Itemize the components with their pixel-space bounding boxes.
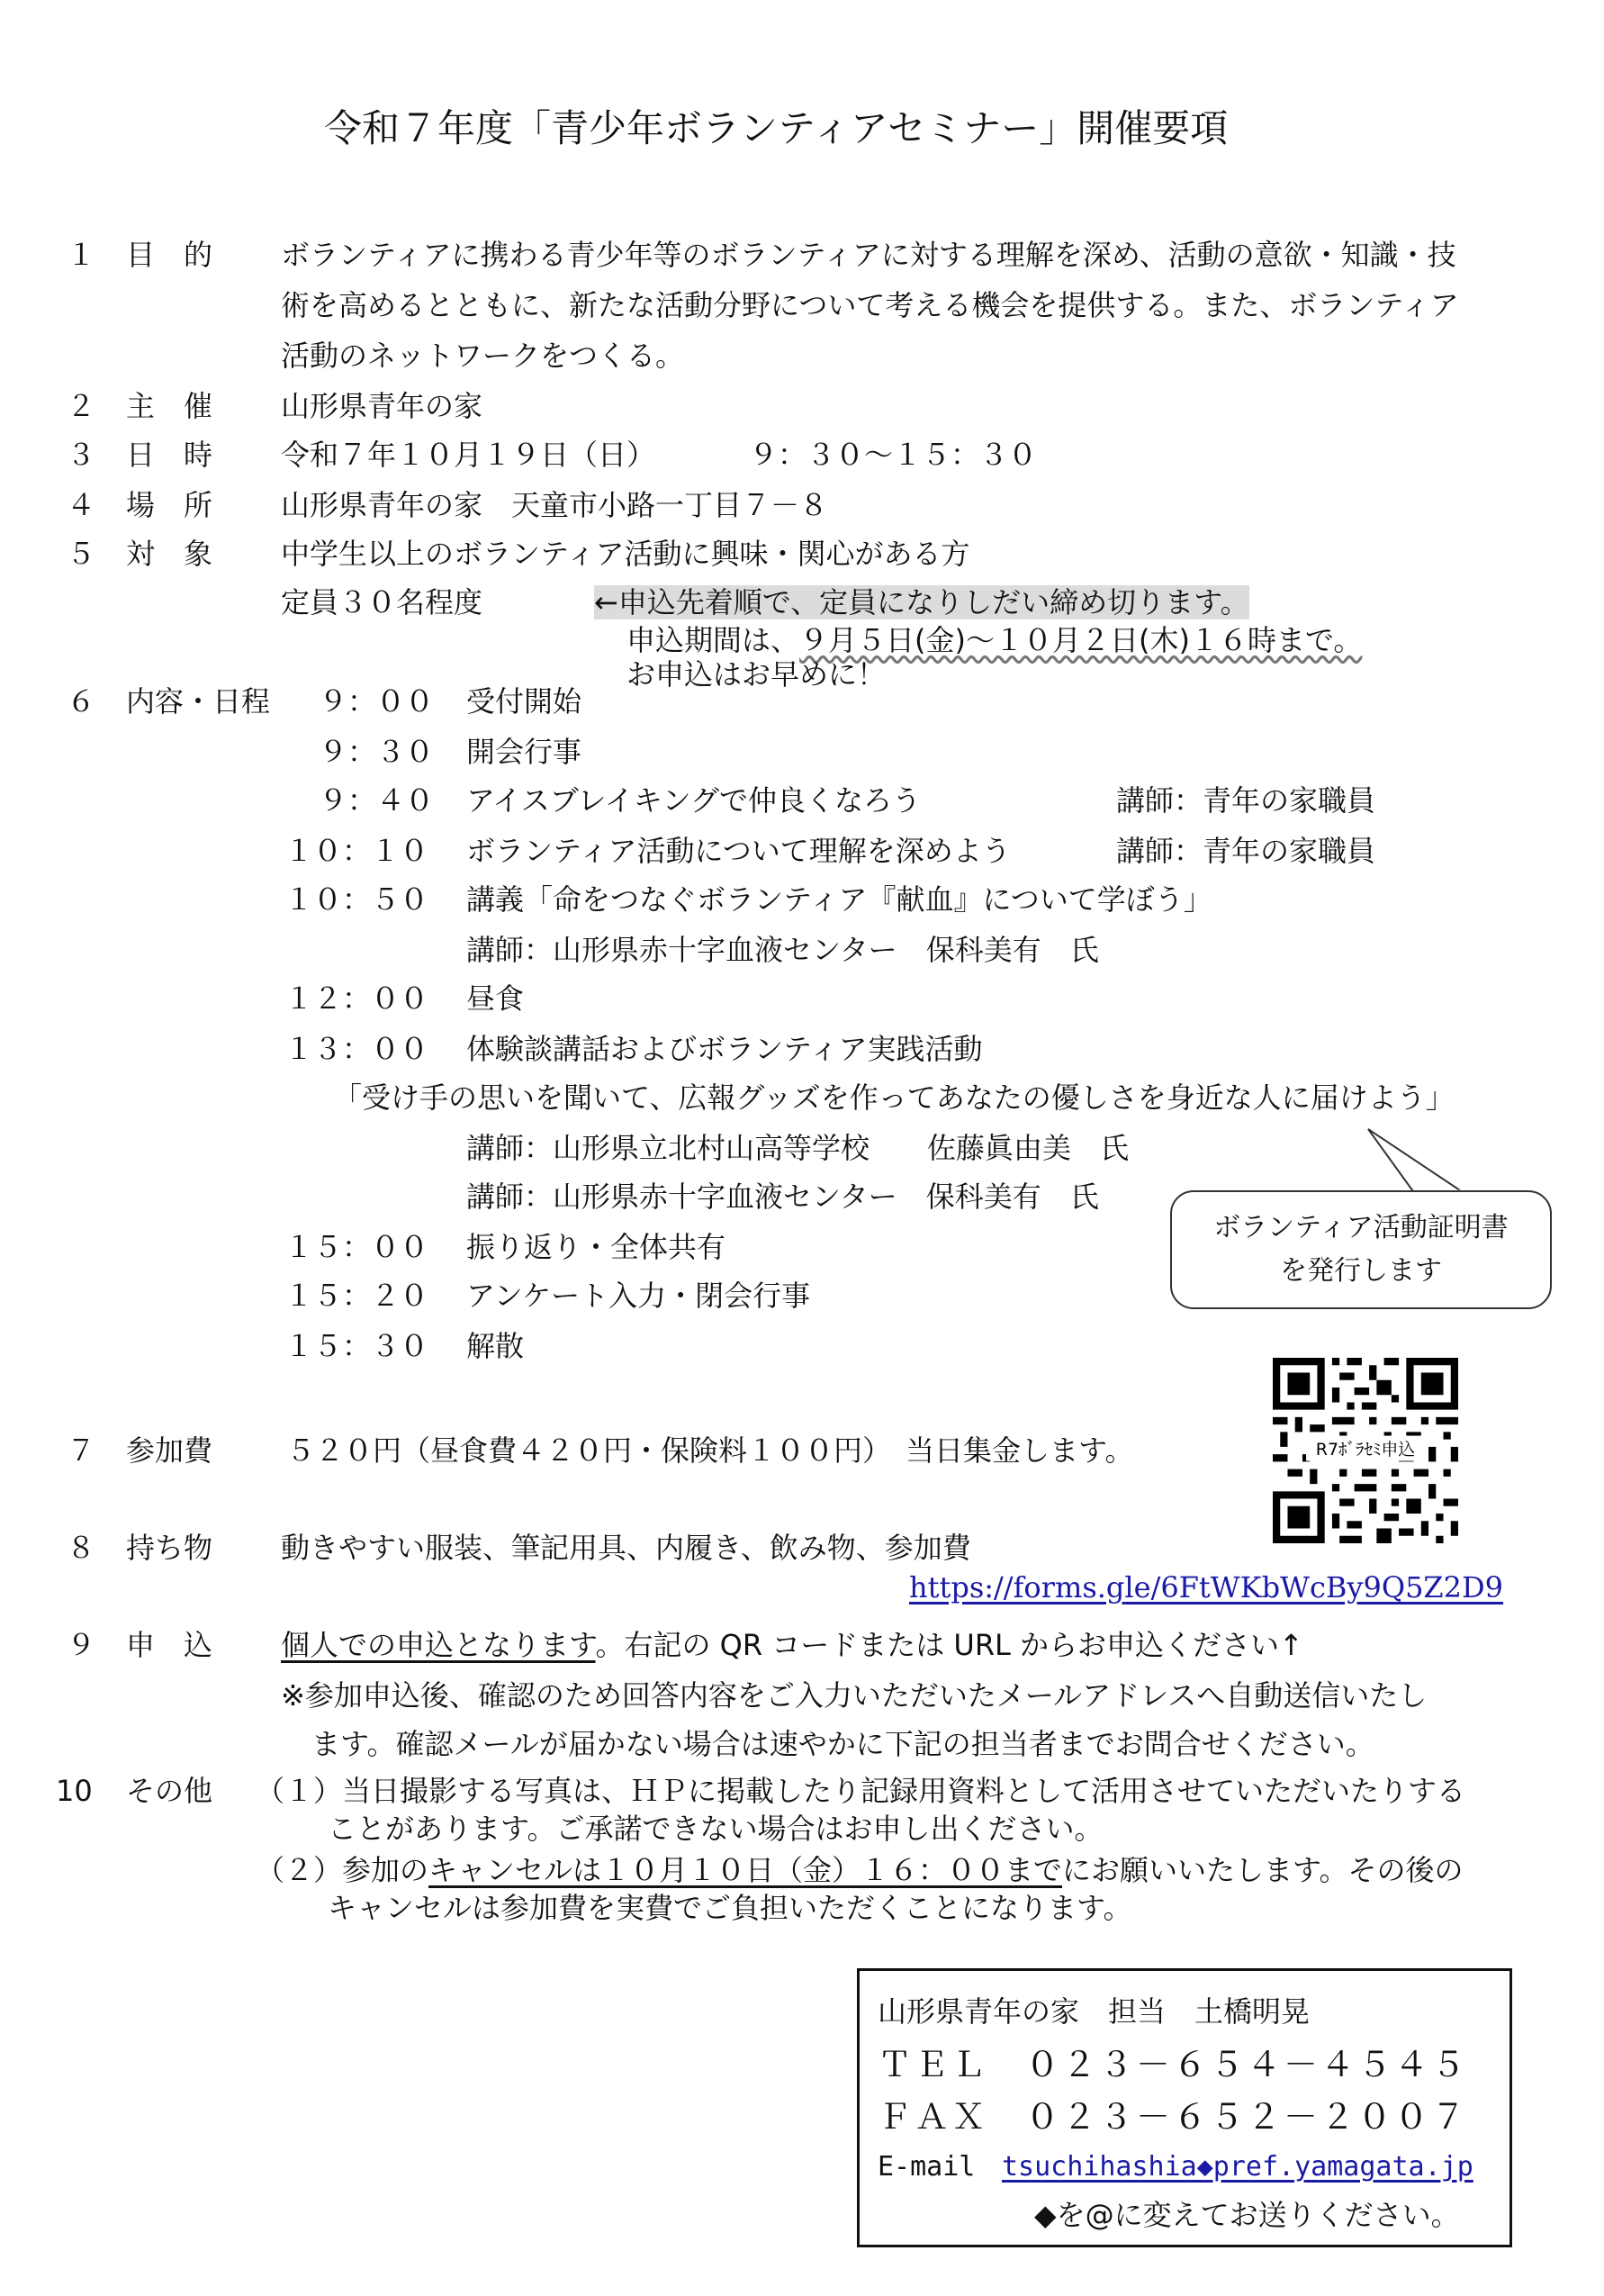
section-9-number: ９ [67,1628,96,1662]
section-8-label: 持ち物 [126,1531,213,1565]
section-10-label: その他 [126,1774,213,1808]
section-3-number: ３ [67,438,96,472]
target-audience: 中学生以上のボランティア活動に興味・関心がある方 [281,537,970,571]
schedule-time: １５：００ [284,1230,429,1264]
section-6-label: 内容・日程 [126,684,271,719]
fee: ５２０円（昼食費４２０円・保険料１００円） 当日集金します。 [286,1433,1134,1468]
application-method [281,1628,1303,1662]
contact-email-link[interactable]: tsuchihashia◆pref.yamagata.jp [1002,2151,1473,2183]
schedule-lecturer: 講師：青年の家職員 [1116,834,1376,868]
apply-early-note: お申込はお早めに！ [626,657,887,692]
purpose-line-3: 活動のネットワークをつくる。 [281,339,685,373]
schedule-item: 講師：山形県赤十字血液センター 保科美有 氏 [466,933,1099,967]
section-10-number: 10 [56,1774,93,1808]
section-8-number: ８ [67,1531,96,1565]
items-to-bring: 動きやすい服装、筆記用具、内履き、飲み物、参加費 [281,1531,971,1565]
contact-box [857,1968,1512,2247]
section-9-label: 申 込 [126,1628,213,1662]
schedule-item: 開会行事 [466,735,582,769]
schedule-item: アンケート入力・閉会行事 [466,1279,811,1313]
section-7-label: 参加費 [126,1433,213,1468]
certificate-callout [1170,1190,1552,1309]
contact-fax: ＦＡＸ ０２３－６５２－２００７ [878,2097,1469,2137]
schedule-item: 受付開始 [466,684,582,719]
cancel-note-line-2: キャンセルは参加費を実費でご負担いただくことになります。 [328,1891,1132,1925]
schedule-item: ボランティア活動について理解を深めよう [466,834,1011,868]
contact-email-note: ◆を@に変えてお送りください。 [1034,2198,1460,2232]
schedule-item: アイスブレイキングで仲良くなろう [466,783,921,818]
section-4-number: ４ [67,488,96,522]
qr-code[interactable] [1273,1358,1458,1543]
schedule-item: 解散 [466,1329,525,1363]
section-5-label: 対 象 [126,537,213,571]
schedule-lecturer: 講師：青年の家職員 [1116,783,1376,818]
application-period-prefix: 申込期間は、 [626,623,800,657]
section-1-number: １ [67,238,96,272]
schedule-time: １０：１０ [284,834,429,868]
schedule-item: 体験談講話およびボランティア実践活動 [466,1032,983,1066]
schedule-time: １０：５０ [284,882,429,917]
schedule-item: 昼食 [466,981,525,1016]
schedule-time: ９：３０ [319,735,435,769]
event-date: 令和７年１０月１９日（日） [281,438,656,472]
section-7-number: ７ [67,1433,96,1468]
application-period-dates: ９月５日(金)～１０月２日(木)１６時まで。 [799,623,1363,657]
application-period [626,623,1362,657]
auto-email-note-line-1: ※参加申込後、確認のため回答内容をご入力いただいたメールアドレスへ自動送信いたし [281,1678,1428,1713]
schedule-time: １３：００ [284,1032,429,1066]
schedule-time: ９：４０ [319,783,435,818]
purpose-line-2: 術を高めるとともに、新たな活動分野について考える機会を提供する。また、ボランティア [281,288,1459,322]
cancel-note-prefix: （２）参加の [256,1853,429,1887]
callout-line-1: ボランティア活動証明書 [1213,1212,1509,1243]
capacity: 定員３０名程度 [281,585,483,619]
first-come-note: ←申込先着順で、定員になりしだい締め切ります。 [594,585,1249,619]
event-time: ９：３０～１５：３０ [749,438,1038,472]
schedule-time: １２：００ [284,981,429,1016]
contact-organization: 山形県青年の家 担当 土橋明晃 [878,1994,1311,2029]
callout-line-2: を発行します [1280,1255,1442,1287]
cancel-deadline: キャンセルは１０月１０日（金）１６：００まで [428,1853,1063,1887]
form-url-link[interactable]: https://forms.gle/6FtWKbWcBy9Q5Z2D9 [909,1570,1504,1604]
schedule-item: 講師：山形県立北村山高等学校 佐藤眞由美 氏 [466,1131,1130,1165]
individual-application-note: 個人での申込となります [281,1628,596,1662]
schedule-time: ９：００ [319,684,435,719]
qr-caption: R7ﾎﾞﾗｾﾐ申込 [1315,1439,1416,1460]
cancel-note-line-1 [256,1853,1463,1887]
section-1-label: 目 的 [126,238,213,272]
schedule-time: １５：３０ [284,1329,429,1363]
section-3-label: 日 時 [126,438,213,472]
purpose-line-1: ボランティアに携わる青少年等のボランティアに対する理解を深め、活動の意欲・知識・技 [281,238,1456,272]
section-2-label: 主 催 [126,389,213,423]
schedule-item: 振り返り・全体共有 [466,1230,726,1264]
page-title: 令和７年度「青少年ボランティアセミナー」開催要項 [324,106,1229,150]
schedule-item: 講師：山形県赤十字血液センター 保科美有 氏 [466,1180,1099,1214]
photo-note-line-2: ことがあります。ご承諾できない場合はお申し出ください。 [328,1812,1104,1846]
section-4-label: 場 所 [126,488,213,522]
organizer: 山形県青年の家 [281,389,483,423]
contact-email-label: E-mail [878,2151,976,2183]
contact-tel: ＴＥＬ ０２３－６５４－４５４５ [878,2045,1469,2084]
schedule-item: 「受け手の思いを聞いて、広報グッズを作ってあなたの優しさを身近な人に届けよう」 [333,1080,1455,1115]
schedule-item: 講義「命をつなぐボランティア『献血』について学ぼう」 [466,882,1212,917]
application-method-rest: 。右記の QR コードまたは URL からお申込ください↑ [595,1628,1303,1662]
cancel-note-suffix: にお願いいたします。その後の [1062,1853,1464,1887]
auto-email-note-line-2: ます。確認メールが届かない場合は速やかに下記の担当者までお問合せください。 [311,1727,1374,1761]
callout-tail [1350,1118,1476,1196]
section-6-number: ６ [67,684,96,719]
section-5-number: ５ [67,537,96,571]
venue: 山形県青年の家 天童市小路一丁目７－８ [281,488,829,522]
photo-note-line-1: （１）当日撮影する写真は、ＨＰに掲載したり記録用資料として活用させていただいたりする [256,1774,1466,1808]
section-2-number: ２ [67,389,96,423]
schedule-time: １５：２０ [284,1279,429,1313]
